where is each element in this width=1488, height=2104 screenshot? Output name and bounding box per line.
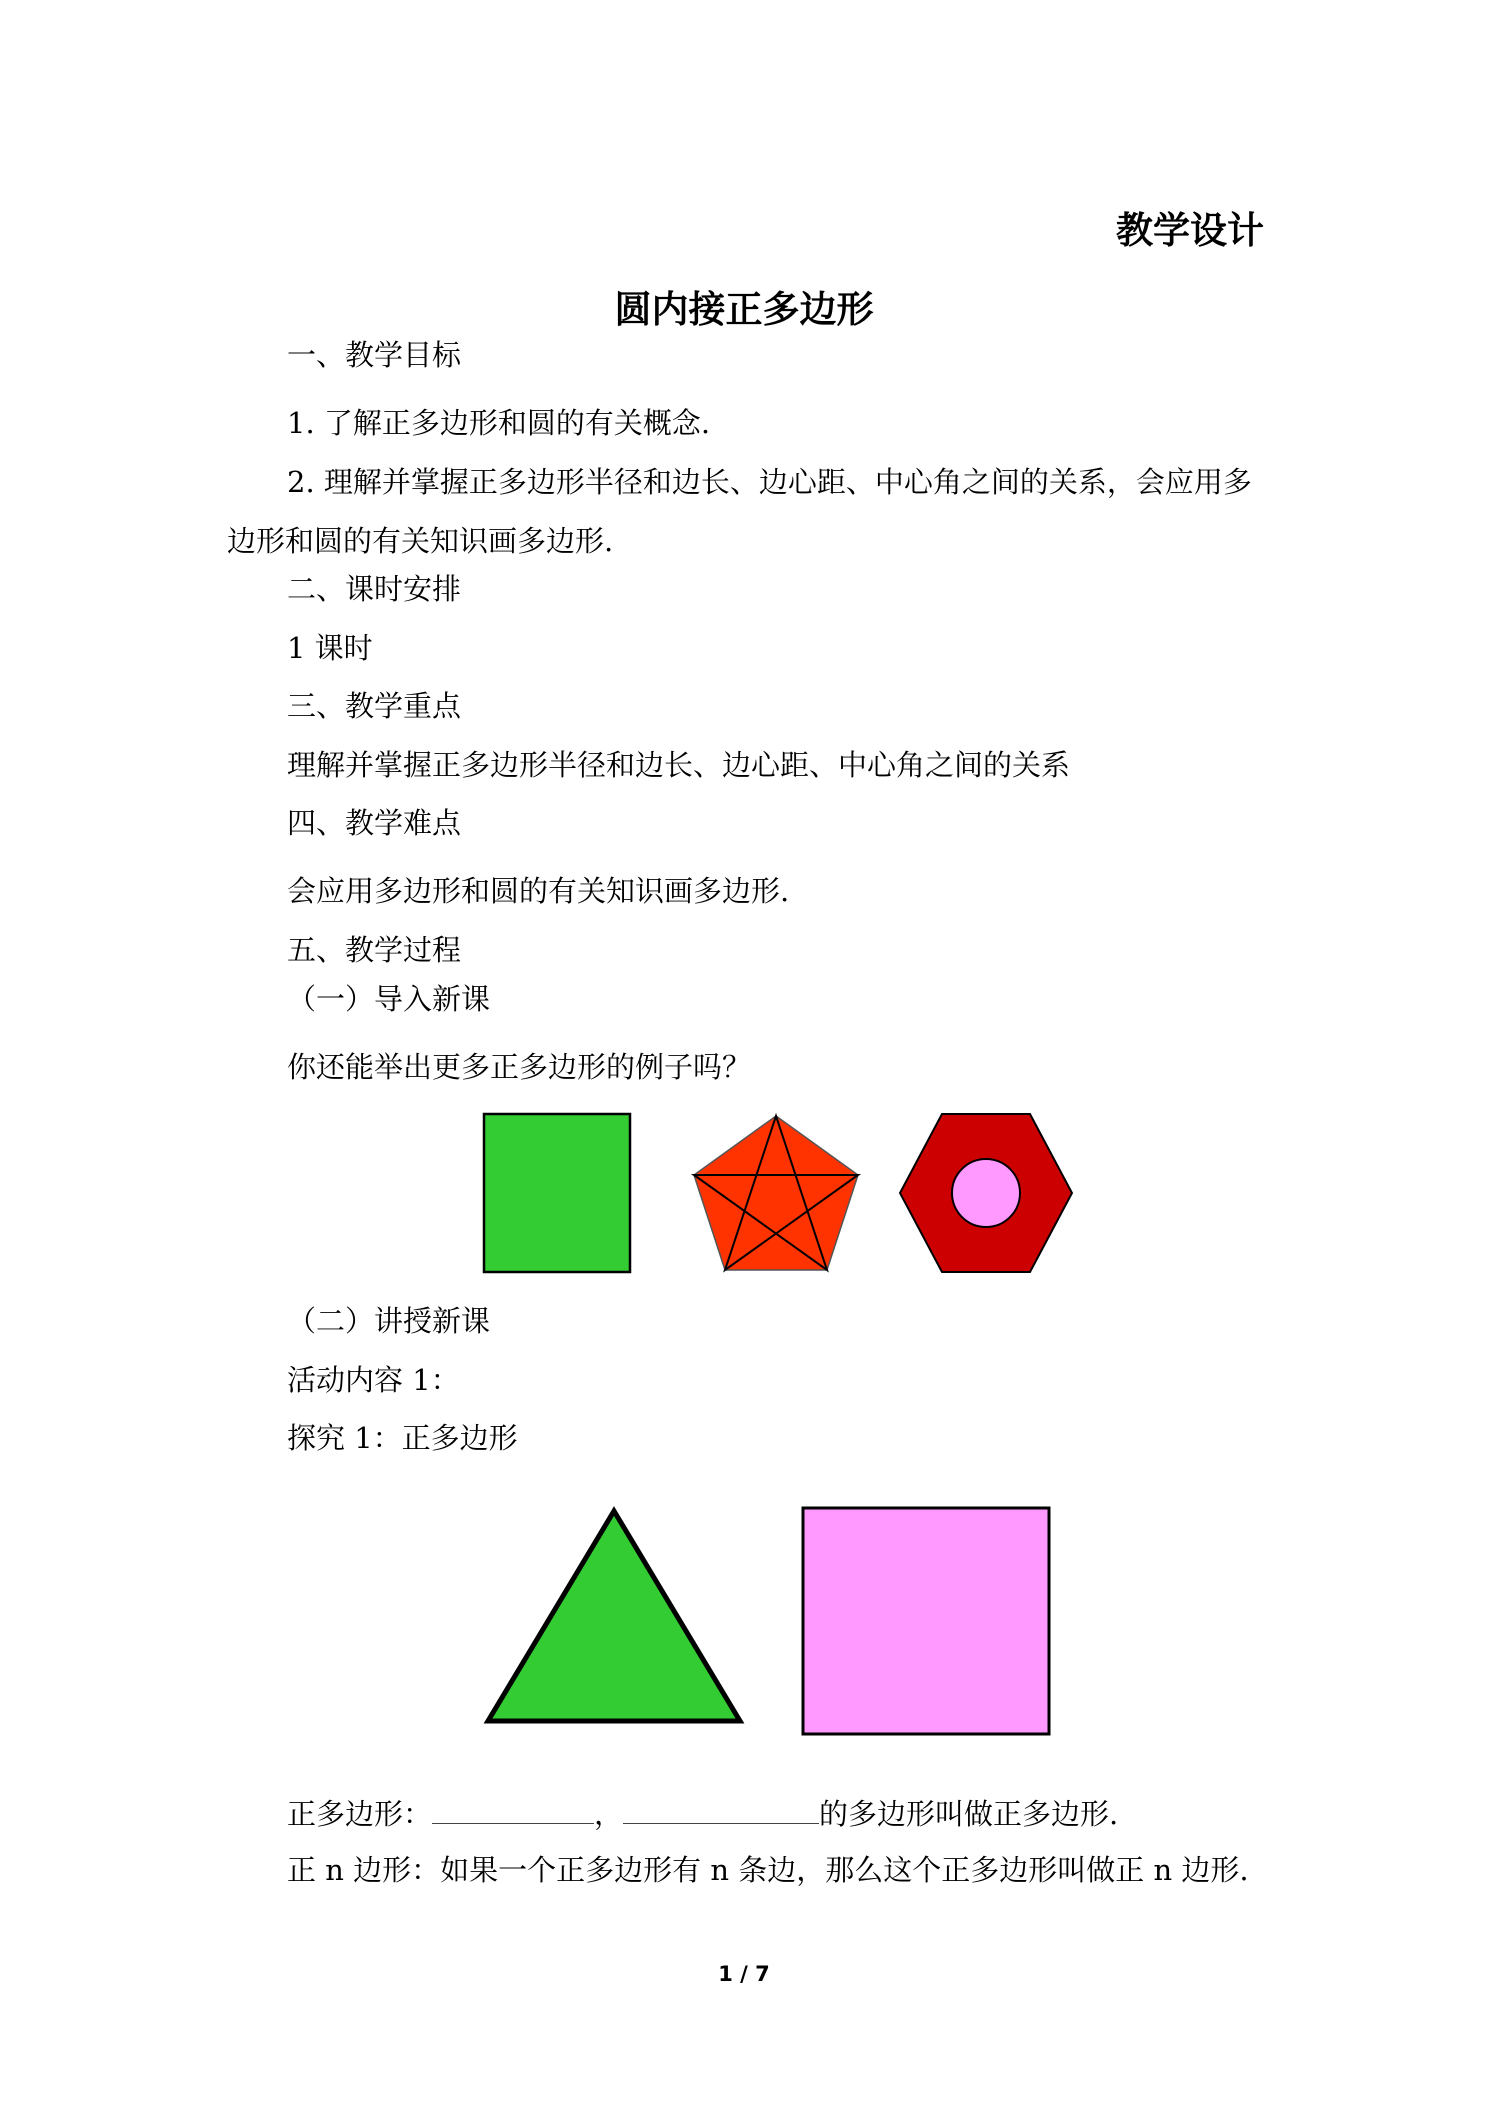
difficulty-heading: 四、教学难点 (287, 806, 462, 840)
activity-label: 活动内容 1： (287, 1363, 460, 1397)
definition-line (287, 1797, 1118, 1829)
pink-circle (952, 1159, 1020, 1227)
answer-blank-2[interactable] (623, 1797, 819, 1824)
answer-blank-1[interactable] (432, 1797, 594, 1824)
explore-label: 探究 1：正多边形 (287, 1421, 518, 1455)
definition-comma: ， (594, 1797, 624, 1831)
green-triangle-figure (482, 1505, 746, 1727)
schedule-text: 1 课时 (287, 631, 373, 665)
pink-square (803, 1508, 1049, 1734)
definition-suffix: 的多边形叫做正多边形. (819, 1797, 1119, 1831)
intro-subheading: （一）导入新课 (287, 982, 491, 1016)
n-gon-definition: 正 n 边形：如果一个正多边形有 n 条边，那么这个正多边形叫做正 n 边形. (287, 1853, 1249, 1887)
difficulty-text: 会应用多边形和圆的有关知识画多边形. (287, 874, 790, 908)
page-indicator: 1 / 7 (718, 1962, 770, 1986)
process-heading: 五、教学过程 (287, 933, 462, 967)
hexagon-ring-figure (898, 1112, 1074, 1274)
objective-1: 1. 了解正多边形和圆的有关概念. (287, 406, 711, 440)
schedule-heading: 二、课时安排 (287, 572, 462, 606)
definition-prefix: 正多边形： (287, 1797, 433, 1831)
objectives-heading: 一、教学目标 (287, 338, 462, 372)
header-label: 教学设计 (1116, 209, 1264, 252)
green-triangle (488, 1511, 740, 1721)
objective-2-line1: 2. 理解并掌握正多边形半径和边长、边心距、中心角之间的关系，会应用多 (287, 465, 1252, 499)
teach-subheading: （二）讲授新课 (287, 1304, 491, 1338)
green-square (484, 1114, 630, 1272)
green-square-figure (482, 1112, 632, 1274)
objective-2-line2: 边形和圆的有关知识画多边形. (227, 524, 614, 558)
keypoint-heading: 三、教学重点 (287, 689, 462, 723)
pink-square-figure (800, 1505, 1052, 1737)
intro-question: 你还能举出更多正多边形的例子吗？ (287, 1050, 752, 1084)
pentagon-star-figure (690, 1112, 862, 1274)
keypoint-text: 理解并掌握正多边形半径和边长、边心距、中心角之间的关系 (287, 748, 1071, 782)
document-title: 圆内接正多边形 (614, 288, 874, 331)
